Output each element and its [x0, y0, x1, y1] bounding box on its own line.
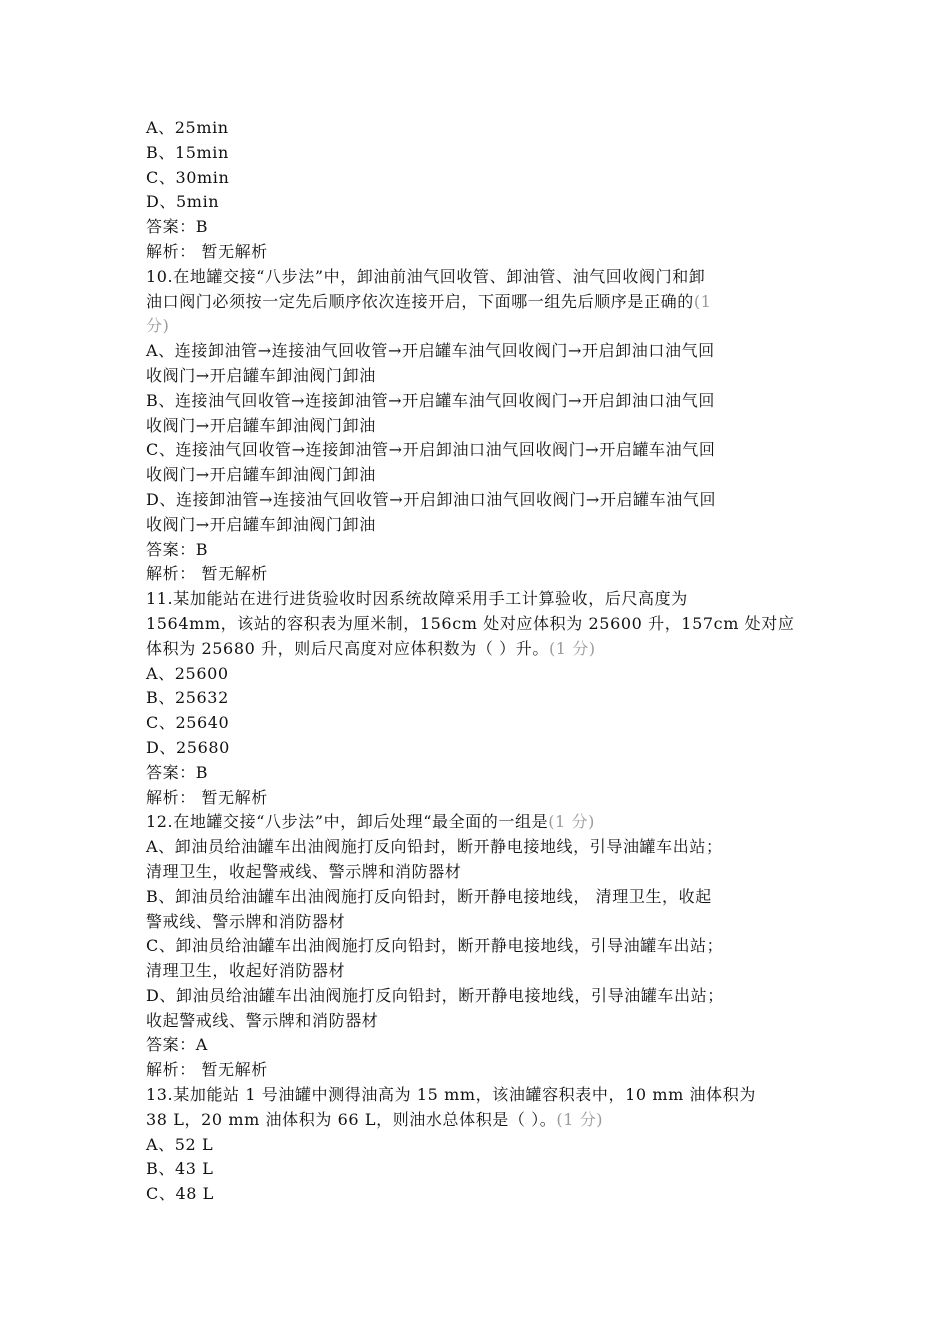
line-text: 解析： 暂无解析 [146, 564, 268, 584]
document-page [146, 116, 826, 1207]
text-line [146, 463, 826, 488]
text-line [146, 959, 826, 984]
text-line [146, 612, 826, 637]
text-line [146, 141, 826, 166]
line-text: 体积为 25680 升，则后尺高度对应体积数为（ ）升。 [146, 638, 549, 658]
text-line [146, 1157, 826, 1182]
line-text: D、卸油员给油罐车出油阀施打反向铅封，断开静电接地线，引导油罐车出站； [146, 985, 724, 1005]
line-text: 解析： 暂无解析 [146, 241, 268, 261]
text-line [146, 166, 826, 191]
text-line [146, 810, 826, 835]
line-text: 收阀门→开启罐车卸油阀门卸油 [146, 465, 376, 485]
text-line [146, 885, 826, 910]
text-line [146, 290, 826, 315]
line-text: 1564mm，该站的容积表为厘米制，156cm 处对应体积为 25600 升，157cm 处对应 [146, 613, 795, 633]
line-text: C、卸油员给油罐车出油阀施打反向铅封，断开静电接地线，引导油罐车出站； [146, 936, 724, 956]
score-note: (1 分) [548, 812, 595, 832]
line-text: 收起警戒线、警示牌和消防器材 [146, 1010, 379, 1030]
text-line [146, 1108, 826, 1133]
line-text: 答案：B [146, 539, 209, 559]
line-text: 收阀门→开启罐车卸油阀门卸油 [146, 514, 376, 534]
text-line [146, 389, 826, 414]
text-line [146, 736, 826, 761]
text-line [146, 240, 826, 265]
text-line [146, 562, 826, 587]
line-text: 12.在地罐交接“八步法”中，卸后处理“最全面的一组是 [146, 812, 549, 832]
text-line [146, 215, 826, 240]
text-line [146, 984, 826, 1009]
score-note: 分) [146, 316, 170, 336]
score-note: (1 分) [556, 1109, 604, 1129]
text-line [146, 860, 826, 885]
text-line [146, 190, 826, 215]
text-line [146, 1083, 826, 1108]
line-text: 解析： 暂无解析 [146, 787, 268, 807]
line-text: A、连接卸油管→连接油气回收管→开启罐车油气回收阀门→开启卸油口油气回 [146, 341, 715, 361]
text-line [146, 538, 826, 563]
line-text: 38 L，20 mm 油体积为 66 L，则油水总体积是（ ）。 [146, 1109, 557, 1129]
text-line [146, 662, 826, 687]
text-line [146, 364, 826, 389]
text-line [146, 265, 826, 290]
line-text: 答案：B [146, 762, 209, 782]
line-text: D、5min [146, 192, 220, 212]
line-text: D、25680 [146, 737, 230, 757]
line-text: 警戒线、警示牌和消防器材 [146, 911, 346, 931]
line-text: 油口阀门必须按一定先后顺序依次连接开启，下面哪一组先后顺序是正确的 [146, 291, 694, 311]
line-text: 解析： 暂无解析 [146, 1060, 268, 1080]
text-line [146, 438, 826, 463]
line-text: D、连接卸油管→连接油气回收管→开启卸油口油气回收阀门→开启罐车油气回 [146, 489, 717, 509]
text-line [146, 116, 826, 141]
line-text: C、48 L [146, 1184, 214, 1204]
line-text: 清理卫生，收起好消防器材 [146, 961, 346, 981]
line-text: A、卸油员给油罐车出油阀施打反向铅封，断开静电接地线，引导油罐车出站； [146, 837, 723, 857]
line-text: B、连接油气回收管→连接卸油管→开启罐车油气回收阀门→开启卸油口油气回 [146, 390, 715, 410]
line-text: 收阀门→开启罐车卸油阀门卸油 [146, 365, 376, 385]
text-line [146, 1058, 826, 1083]
text-line [146, 414, 826, 439]
line-text: 答案：A [146, 1035, 208, 1055]
line-text: 清理卫生，收起警戒线、警示牌和消防器材 [146, 861, 462, 881]
text-line [146, 1033, 826, 1058]
score-note: (1 [693, 291, 712, 311]
line-text: B、15min [146, 142, 229, 162]
text-line [146, 1182, 826, 1207]
line-text: A、25min [146, 118, 229, 137]
line-text: 11.某加能站在进行进货验收时因系统故障采用手工计算验收，后尺高度为 [146, 589, 688, 609]
line-text: B、43 L [146, 1159, 214, 1179]
text-line [146, 686, 826, 711]
score-note: (1 分) [548, 638, 596, 658]
text-line [146, 488, 826, 513]
text-line [146, 761, 826, 786]
line-text: C、连接油气回收管→连接卸油管→开启卸油口油气回收阀门→开启罐车油气回 [146, 440, 716, 460]
line-text: B、卸油员给油罐车出油阀施打反向铅封，断开静电接地线， 清理卫生，收起 [146, 886, 712, 906]
line-text: 10.在地罐交接“八步法”中，卸油前油气回收管、卸油管、油气回收阀门和卸 [146, 266, 706, 286]
text-line [146, 314, 826, 339]
line-text: 13.某加能站 1 号油罐中测得油高为 15 mm，该油罐容积表中，10 mm 油体积为 [146, 1085, 756, 1105]
line-text: A、25600 [146, 663, 229, 683]
line-text: A、52 L [146, 1134, 214, 1154]
text-line [146, 910, 826, 935]
text-line [146, 934, 826, 959]
line-text: C、25640 [146, 713, 230, 733]
text-line [146, 786, 826, 811]
text-line [146, 637, 826, 662]
line-text: 答案：B [146, 217, 209, 237]
text-line [146, 513, 826, 538]
text-line [146, 711, 826, 736]
text-line [146, 1009, 826, 1034]
line-text: B、25632 [146, 688, 229, 708]
text-line [146, 339, 826, 364]
text-line [146, 1133, 826, 1158]
line-text: C、30min [146, 167, 230, 187]
text-line [146, 587, 826, 612]
line-text: 收阀门→开启罐车卸油阀门卸油 [146, 415, 376, 435]
text-line [146, 835, 826, 860]
